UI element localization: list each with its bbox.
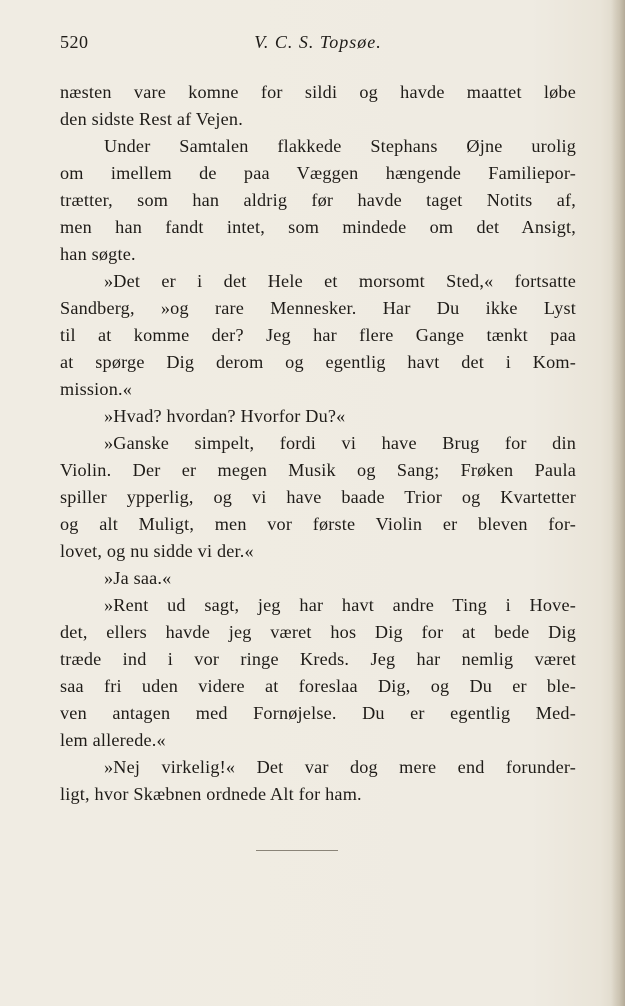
text-line: ven antagen med Fornøjelse. Du er egentlig Med- <box>60 703 576 723</box>
text-line: lem allerede.« <box>60 730 166 750</box>
text-line: »Ganske simpelt, fordi vi have Brug for din <box>104 433 576 453</box>
text-line: spiller ypperlig, og vi have baade Trior og Kvartetter <box>60 487 576 507</box>
text-line: Under Samtalen flakkede Stephans Øjne urolig <box>104 136 576 156</box>
text-line: saa fri uden videre at foreslaa Dig, og Du er ble- <box>60 676 576 696</box>
page-edge-shadow <box>611 0 625 1006</box>
text-line: »Nej virkelig!« Det var dog mere end forunder- <box>104 757 576 777</box>
running-head: V. C. S. Topsøe. <box>254 32 382 52</box>
text-line: træde ind i vor ringe Kreds. Jeg har nemlig været <box>60 649 576 669</box>
page-header <box>60 32 576 58</box>
text-line: Violin. Der er megen Musik og Sang; Frøken Paula <box>60 460 576 480</box>
text-line: ligt, hvor Skæbnen ordnede Alt for ham. <box>60 784 362 804</box>
text-line: at spørge Dig derom og egentlig havt det i Kom- <box>60 352 576 372</box>
text-line: det, ellers havde jeg været hos Dig for at bede Dig <box>60 622 576 642</box>
text-line: »Det er i det Hele et morsomt Sted,« fortsatte <box>104 271 576 291</box>
text-line: »Hvad? hvordan? Hvorfor Du?« <box>104 406 346 426</box>
text-line: om imellem de paa Væggen hængende Familiepor- <box>60 163 576 183</box>
text-line: til at komme der? Jeg har flere Gange tænkt paa <box>60 325 576 345</box>
text-line: »Ja saa.« <box>104 568 172 588</box>
text-line: trætter, som han aldrig før havde taget Notits af, <box>60 190 576 210</box>
text-line: mission.« <box>60 379 133 399</box>
text-line: lovet, og nu sidde vi der.« <box>60 541 254 561</box>
text-line: og alt Muligt, men vor første Violin er bleven for- <box>60 514 576 534</box>
body-text <box>60 79 576 808</box>
page-number: 520 <box>60 32 89 52</box>
text-line: han søgte. <box>60 244 136 264</box>
text-line: Sandberg, »og rare Mennesker. Har Du ikke Lyst <box>60 298 576 318</box>
text-line: men han fandt intet, som mindede om det Ansigt, <box>60 217 576 237</box>
text-line: næsten vare komne for sildi og havde maattet løbe <box>60 82 576 102</box>
section-divider-rule <box>256 850 338 851</box>
text-line: »Rent ud sagt, jeg har havt andre Ting i Hove- <box>104 595 576 615</box>
text-line: den sidste Rest af Vejen. <box>60 109 243 129</box>
